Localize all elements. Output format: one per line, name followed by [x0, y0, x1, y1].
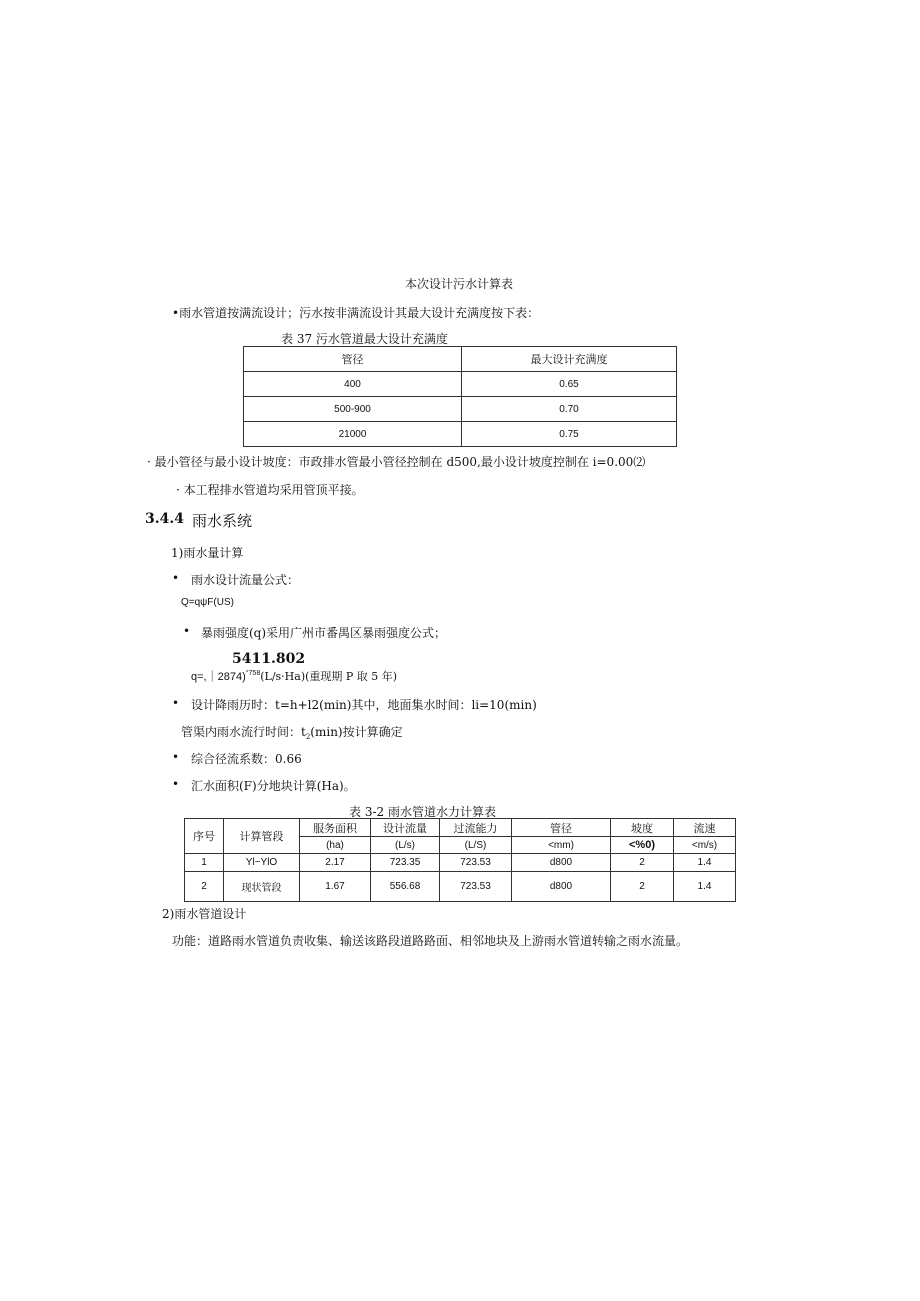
table2-header-velocity: 流速 [674, 819, 736, 837]
table2-unit: <%0) [611, 837, 674, 854]
table2-unit: (ha) [300, 837, 371, 854]
paragraph-function: 功能：道路雨水管道负责收集、输送该路段道路路面、相邻地块及上游雨水管道转输之雨水流量。 [172, 934, 689, 948]
bullet-catchment-area: 汇水面积(F)分地块计算(Ha)。 [191, 779, 356, 793]
line-pipe-flow-time [181, 723, 403, 740]
section-number: 3.4.4 [145, 511, 184, 527]
table1-cell: 400 [244, 372, 462, 397]
table2-cell: 2 [611, 854, 674, 872]
table2-cell: Yl~YlO [224, 854, 300, 872]
table2-cell: 1 [185, 854, 224, 872]
table1-caption: 表 37 污水管道最大设计充满度 [281, 332, 448, 346]
paragraph-pipe-joint: · 本工程排水管道均采用管顶平接。 [176, 483, 364, 497]
table2-header-slope: 坡度 [611, 819, 674, 837]
bullet-dot-icon: • [172, 571, 180, 585]
bullet-runoff-coef: 综合径流系数：0.66 [191, 752, 302, 766]
table2-cell: d800 [512, 872, 611, 902]
table1-cell: 21000 [244, 422, 462, 447]
paragraph-min-diameter: · 最小管径与最小设计坡度：市政排水管最小管径控制在 d500,最小设计坡度控制在 i=0.00⑵ [147, 455, 646, 469]
table1-header-diameter: 管径 [244, 347, 462, 372]
table1-cell: 0.75 [462, 422, 677, 447]
paragraph-pipe-design: •雨水管道按满流设计；污水按非满流设计其最大设计充满度按下表： [172, 306, 540, 320]
table1-cell: 0.65 [462, 372, 677, 397]
table2-cell: 1.4 [674, 854, 736, 872]
table2-cell: 1.67 [300, 872, 371, 902]
table1-cell: 500-900 [244, 397, 462, 422]
table2-header-no: 序号 [185, 819, 224, 854]
table2-header-area: 服务面积 [300, 819, 371, 837]
pipe-time-subscript: 2 [305, 733, 311, 741]
table2-unit: <m/s) [674, 837, 736, 854]
table2-header-capacity: 过流能力 [440, 819, 512, 837]
table2-unit: <mm) [512, 837, 611, 854]
bullet-rain-intensity: 暴雨强度(q)采用广州市番禺区暴雨强度公式； [201, 626, 447, 640]
table2-unit: (L/S) [440, 837, 512, 854]
bullet-dot-icon: • [172, 750, 180, 764]
table2-cell: 723.35 [371, 854, 440, 872]
table2-cell: 556.68 [371, 872, 440, 902]
pipe-time-before: 管渠内雨水流行时间：t [181, 725, 306, 739]
bullet-dot-icon: • [172, 696, 180, 710]
bullet-dot-icon: • [183, 624, 191, 638]
page-title: 本次设计污水计算表 [405, 277, 514, 291]
table2-header-diameter: 管径 [512, 819, 611, 837]
table1-cell: 0.70 [462, 397, 677, 422]
section-title: 雨水系统 [192, 512, 253, 530]
table2-header-flow: 设计流量 [371, 819, 440, 837]
bullet-flow-formula: 雨水设计流量公式： [191, 573, 300, 587]
bullet-rain-duration: 设计降雨历时：t=h+l2(min)其中，地面集水时间：li=10(min) [191, 698, 537, 712]
subheading-rain-calc: 1)雨水量计算 [171, 546, 244, 560]
table2-cell: d800 [512, 854, 611, 872]
table2-cell: 2 [611, 872, 674, 902]
formula-prefix: q=,｜2874) [191, 671, 246, 683]
table2-header-segment: 计算管段 [224, 819, 300, 854]
table2-caption: 表 3-2 雨水管道水力计算表 [349, 805, 496, 819]
table2-cell: 现状管段 [224, 872, 300, 902]
formula-exponent: °758 [245, 670, 261, 677]
table-sewage-fullness [243, 346, 677, 447]
table2-unit: (L/s) [371, 837, 440, 854]
table2-cell: 723.53 [440, 854, 512, 872]
table2-cell: 1.4 [674, 872, 736, 902]
formula-numerator: 5411.802 [232, 651, 306, 667]
formula-intensity [191, 668, 397, 684]
formula-suffix: (L/s·Ha)(重现期 P 取 5 年) [260, 670, 398, 683]
table-rain-hydraulic [184, 818, 736, 902]
subheading-rain-pipe-design: 2)雨水管道设计 [162, 907, 247, 921]
pipe-time-after: (min)按计算确定 [310, 725, 403, 739]
bullet-dot-icon: • [172, 777, 180, 791]
table2-cell: 2.17 [300, 854, 371, 872]
table1-header-fullness: 最大设计充满度 [462, 347, 677, 372]
table2-cell: 723.53 [440, 872, 512, 902]
table2-cell: 2 [185, 872, 224, 902]
formula-q: Q=qψF(US) [181, 597, 234, 608]
